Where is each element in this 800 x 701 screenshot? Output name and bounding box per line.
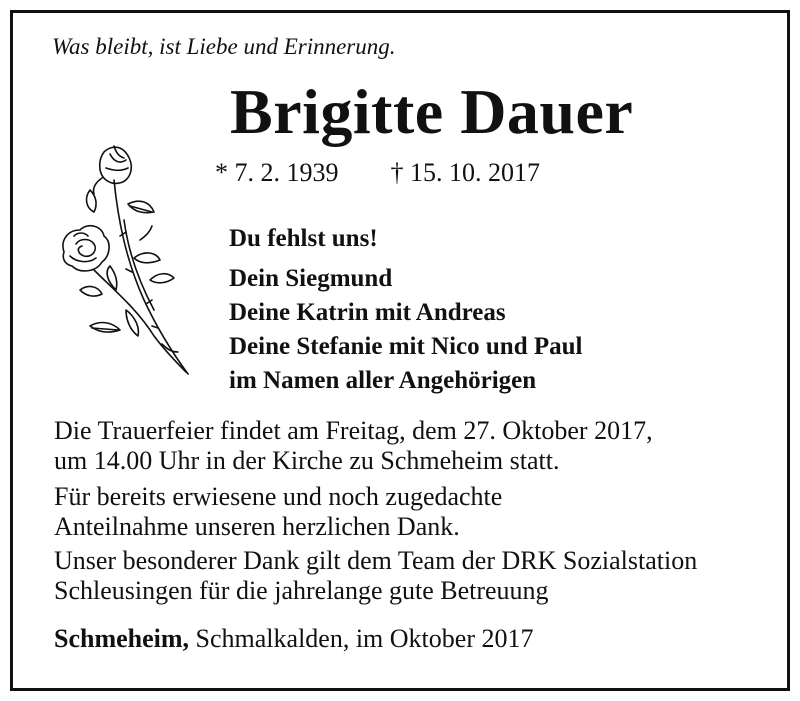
rose-illustration (54, 140, 199, 380)
text-line: um 14.00 Uhr in der Kirche zu Schmeheim statt. (54, 446, 560, 475)
text-line: Unser besonderer Dank gilt dem Team der DRK Sozialstation (54, 546, 698, 575)
life-dates (215, 158, 540, 188)
birth-date: * 7. 2. 1939 (215, 158, 339, 187)
mourner-line: Deine Katrin mit Andreas (229, 299, 506, 326)
message: Du fehlst uns! (229, 225, 378, 252)
family-block (229, 222, 582, 398)
special-thanks-text (54, 546, 697, 606)
thanks-text (54, 482, 697, 542)
deceased-name: Brigitte Dauer (230, 76, 634, 147)
closing-line (54, 624, 533, 654)
closing-place: Schmeheim, (54, 624, 190, 653)
text-line: Schleusingen für die jahrelange gute Betreuung (54, 576, 549, 605)
mourner-line: Deine Stefanie mit Nico und Paul (229, 333, 583, 360)
mourner-line: im Namen aller Angehörigen (229, 367, 537, 394)
death-date: † 15. 10. 2017 (390, 158, 540, 187)
body-text (54, 416, 697, 612)
text-line: Anteilnahme unseren herzlichen Dank. (54, 512, 460, 541)
text-line: Für bereits erwiesene und noch zugedachte (54, 482, 503, 511)
text-line: Die Trauerfeier findet am Freitag, dem 27. Oktober 2017, (54, 416, 653, 445)
mourner-line: Dein Siegmund (229, 265, 393, 292)
service-info (54, 416, 697, 476)
motto: Was bleibt, ist Liebe und Erinnerung. (52, 34, 396, 59)
closing-rest: Schmalkalden, im Oktober 2017 (189, 624, 534, 653)
